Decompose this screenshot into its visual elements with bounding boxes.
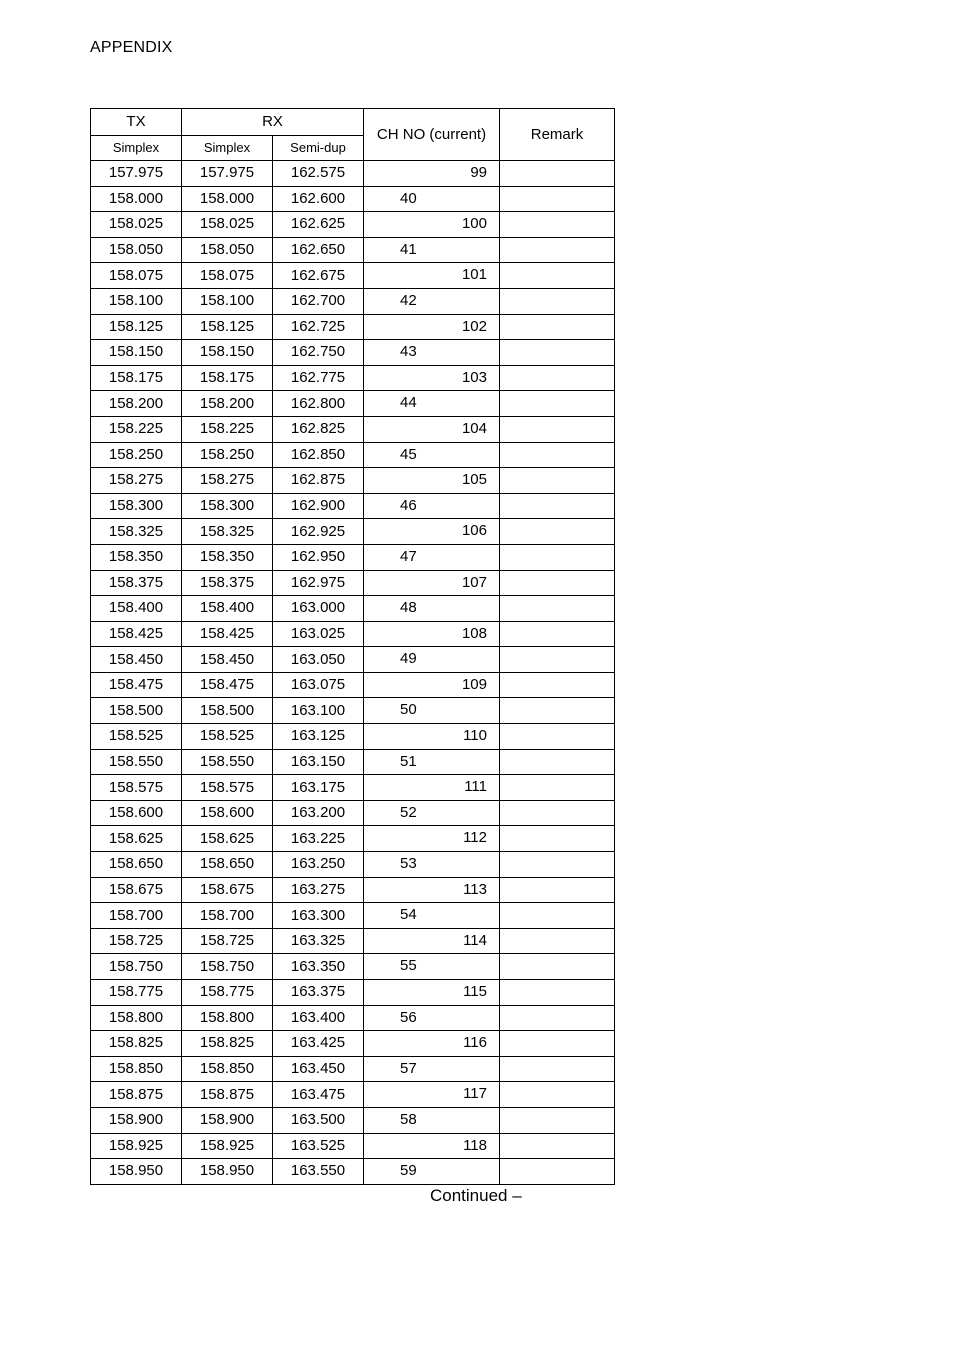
rx-semidup-cell: 162.700 xyxy=(273,288,364,314)
table-row xyxy=(91,161,615,187)
remark-cell xyxy=(500,314,615,340)
rx-semidup-cell: 163.000 xyxy=(273,596,364,622)
rx-semidup-cell: 162.675 xyxy=(273,263,364,289)
rx-simplex-cell: 158.900 xyxy=(182,1107,273,1133)
remark-cell xyxy=(500,724,615,750)
rx-semidup-cell: 163.525 xyxy=(273,1133,364,1159)
tx-simplex-cell: 158.275 xyxy=(91,468,182,494)
ch-no-value: 48 xyxy=(400,599,417,617)
remark-cell xyxy=(500,493,615,519)
remark-cell xyxy=(500,621,615,647)
ch-no-value: 118 xyxy=(463,1136,487,1154)
ch-no-cell xyxy=(364,212,500,238)
rx-semidup-cell: 163.475 xyxy=(273,1082,364,1108)
rx-semidup-cell: 163.250 xyxy=(273,852,364,878)
remark-cell xyxy=(500,954,615,980)
tx-simplex-cell: 158.125 xyxy=(91,314,182,340)
remark-cell xyxy=(500,237,615,263)
remark-cell xyxy=(500,749,615,775)
rx-simplex-cell: 158.850 xyxy=(182,1056,273,1082)
remark-cell xyxy=(500,928,615,954)
tx-simplex-cell: 158.325 xyxy=(91,519,182,545)
tx-simplex-cell: 158.400 xyxy=(91,596,182,622)
rx-semidup-cell: 163.025 xyxy=(273,621,364,647)
table-row xyxy=(91,340,615,366)
ch-no-cell xyxy=(364,416,500,442)
remark-cell xyxy=(500,1159,615,1185)
ch-no-value: 54 xyxy=(400,906,417,924)
tx-simplex-cell: 158.375 xyxy=(91,570,182,596)
remark-cell xyxy=(500,800,615,826)
ch-no-value: 100 xyxy=(461,215,487,233)
rx-semidup-cell: 162.825 xyxy=(273,416,364,442)
tx-simplex-cell: 158.075 xyxy=(91,263,182,289)
rx-semidup-cell: 163.350 xyxy=(273,954,364,980)
rx-simplex-cell: 158.450 xyxy=(182,647,273,673)
table-row xyxy=(91,596,615,622)
ch-no-value: 51 xyxy=(400,752,417,770)
rx-simplex-cell: 158.250 xyxy=(182,442,273,468)
rx-simplex-cell: 158.025 xyxy=(182,212,273,238)
rx-semidup-cell: 163.450 xyxy=(273,1056,364,1082)
ch-no-cell xyxy=(364,596,500,622)
remark-cell xyxy=(500,340,615,366)
rx-simplex-cell: 158.325 xyxy=(182,519,273,545)
rx-semidup-cell: 163.050 xyxy=(273,647,364,673)
rx-simplex-cell: 158.000 xyxy=(182,186,273,212)
rx-simplex-cell: 158.675 xyxy=(182,877,273,903)
rx-semidup-cell: 163.275 xyxy=(273,877,364,903)
rx-semidup-cell: 163.225 xyxy=(273,826,364,852)
ch-no-value: 110 xyxy=(463,727,487,745)
rx-simplex-cell: 158.475 xyxy=(182,672,273,698)
rx-simplex-cell: 158.825 xyxy=(182,1031,273,1057)
rx-semidup-header: Semi-dup xyxy=(273,136,364,161)
remark-cell xyxy=(500,596,615,622)
ch-no-value: 116 xyxy=(463,1034,487,1052)
remark-cell xyxy=(500,775,615,801)
rx-semidup-cell: 162.750 xyxy=(273,340,364,366)
rx-simplex-cell: 158.050 xyxy=(182,237,273,263)
tx-simplex-cell: 158.800 xyxy=(91,1005,182,1031)
rx-semidup-cell: 162.625 xyxy=(273,212,364,238)
table-row xyxy=(91,391,615,417)
remark-cell xyxy=(500,519,615,545)
ch-no-cell xyxy=(364,1056,500,1082)
ch-no-cell xyxy=(364,928,500,954)
rx-simplex-cell: 158.225 xyxy=(182,416,273,442)
ch-no-cell xyxy=(364,749,500,775)
table-row xyxy=(91,1056,615,1082)
table-row xyxy=(91,519,615,545)
rx-semidup-cell: 162.725 xyxy=(273,314,364,340)
rx-header: RX xyxy=(182,109,364,136)
rx-semidup-cell: 162.575 xyxy=(273,161,364,187)
ch-no-value: 40 xyxy=(400,189,417,207)
rx-simplex-cell: 158.075 xyxy=(182,263,273,289)
tx-simplex-cell: 158.550 xyxy=(91,749,182,775)
rx-semidup-cell: 163.175 xyxy=(273,775,364,801)
table-row xyxy=(91,749,615,775)
tx-simplex-cell: 158.675 xyxy=(91,877,182,903)
ch-no-cell xyxy=(364,365,500,391)
rx-semidup-cell: 163.100 xyxy=(273,698,364,724)
rx-semidup-cell: 163.425 xyxy=(273,1031,364,1057)
rx-semidup-cell: 162.600 xyxy=(273,186,364,212)
tx-simplex-cell: 158.925 xyxy=(91,1133,182,1159)
rx-simplex-cell: 158.550 xyxy=(182,749,273,775)
ch-no-value: 53 xyxy=(400,855,417,873)
table-row xyxy=(91,1159,615,1185)
tx-simplex-cell: 158.725 xyxy=(91,928,182,954)
ch-no-cell xyxy=(364,544,500,570)
ch-no-header: CH NO (current) xyxy=(364,109,500,161)
rx-simplex-cell: 158.600 xyxy=(182,800,273,826)
rx-semidup-cell: 162.800 xyxy=(273,391,364,417)
table-row xyxy=(91,877,615,903)
ch-no-value: 99 xyxy=(470,164,487,181)
tx-simplex-cell: 158.500 xyxy=(91,698,182,724)
rx-semidup-cell: 162.950 xyxy=(273,544,364,570)
ch-no-cell xyxy=(364,800,500,826)
remark-cell xyxy=(500,365,615,391)
remark-cell xyxy=(500,186,615,212)
rx-semidup-cell: 162.925 xyxy=(273,519,364,545)
table-row xyxy=(91,570,615,596)
rx-simplex-cell: 158.300 xyxy=(182,493,273,519)
ch-no-cell xyxy=(364,442,500,468)
rx-semidup-cell: 162.875 xyxy=(273,468,364,494)
ch-no-value: 117 xyxy=(463,1085,487,1103)
rx-semidup-cell: 163.400 xyxy=(273,1005,364,1031)
ch-no-value: 109 xyxy=(461,675,487,693)
ch-no-cell xyxy=(364,954,500,980)
rx-simplex-cell: 158.950 xyxy=(182,1159,273,1185)
rx-simplex-cell: 158.575 xyxy=(182,775,273,801)
ch-no-cell xyxy=(364,1082,500,1108)
frequency-table xyxy=(90,108,615,1185)
remark-header: Remark xyxy=(500,109,615,161)
rx-semidup-cell: 163.375 xyxy=(273,980,364,1006)
rx-semidup-cell: 163.150 xyxy=(273,749,364,775)
ch-no-cell xyxy=(364,288,500,314)
ch-no-value: 42 xyxy=(400,291,417,309)
tx-header: TX xyxy=(91,109,182,136)
ch-no-value: 108 xyxy=(461,624,487,642)
rx-semidup-cell: 163.200 xyxy=(273,800,364,826)
ch-no-cell xyxy=(364,468,500,494)
ch-no-cell xyxy=(364,570,500,596)
rx-simplex-cell: 157.975 xyxy=(182,161,273,187)
remark-cell xyxy=(500,442,615,468)
table-row xyxy=(91,1107,615,1133)
tx-simplex-cell: 158.425 xyxy=(91,621,182,647)
remark-cell xyxy=(500,647,615,673)
rx-simplex-cell: 158.200 xyxy=(182,391,273,417)
ch-no-value: 103 xyxy=(461,368,487,386)
remark-cell xyxy=(500,544,615,570)
table-row xyxy=(91,647,615,673)
ch-no-value: 115 xyxy=(463,983,487,1000)
table-row xyxy=(91,621,615,647)
tx-simplex-cell: 158.700 xyxy=(91,903,182,929)
remark-cell xyxy=(500,1082,615,1108)
tx-simplex-cell: 158.000 xyxy=(91,186,182,212)
table-row xyxy=(91,698,615,724)
table-row xyxy=(91,800,615,826)
remark-cell xyxy=(500,468,615,494)
ch-no-cell xyxy=(364,903,500,929)
ch-no-cell xyxy=(364,519,500,545)
ch-no-cell xyxy=(364,314,500,340)
ch-no-value: 46 xyxy=(400,496,417,514)
ch-no-value: 44 xyxy=(400,394,417,412)
ch-no-cell xyxy=(364,237,500,263)
ch-no-cell xyxy=(364,698,500,724)
table-row xyxy=(91,493,615,519)
table-row xyxy=(91,186,615,212)
rx-semidup-cell: 163.550 xyxy=(273,1159,364,1185)
remark-cell xyxy=(500,1031,615,1057)
rx-semidup-cell: 162.650 xyxy=(273,237,364,263)
remark-cell xyxy=(500,852,615,878)
tx-simplex-cell: 158.775 xyxy=(91,980,182,1006)
table-row xyxy=(91,442,615,468)
remark-cell xyxy=(500,980,615,1006)
remark-cell xyxy=(500,288,615,314)
rx-simplex-cell: 158.275 xyxy=(182,468,273,494)
tx-simplex-cell: 158.850 xyxy=(91,1056,182,1082)
ch-no-value: 59 xyxy=(400,1162,417,1180)
ch-no-value: 101 xyxy=(461,266,487,284)
tx-simplex-cell: 158.175 xyxy=(91,365,182,391)
table-row xyxy=(91,468,615,494)
table-row xyxy=(91,1082,615,1108)
ch-no-value: 111 xyxy=(464,778,487,796)
rx-simplex-cell: 158.350 xyxy=(182,544,273,570)
table-row xyxy=(91,928,615,954)
ch-no-value: 105 xyxy=(461,471,487,489)
table-row xyxy=(91,826,615,852)
table-row xyxy=(91,416,615,442)
rx-simplex-cell: 158.400 xyxy=(182,596,273,622)
ch-no-value: 50 xyxy=(400,701,417,719)
rx-semidup-cell: 162.775 xyxy=(273,365,364,391)
rx-semidup-cell: 163.325 xyxy=(273,928,364,954)
tx-simplex-cell: 158.200 xyxy=(91,391,182,417)
rx-semidup-cell: 162.850 xyxy=(273,442,364,468)
rx-simplex-cell: 158.425 xyxy=(182,621,273,647)
rx-simplex-cell: 158.625 xyxy=(182,826,273,852)
remark-cell xyxy=(500,698,615,724)
rx-simplex-cell: 158.875 xyxy=(182,1082,273,1108)
table-row xyxy=(91,852,615,878)
tx-simplex-cell: 158.150 xyxy=(91,340,182,366)
remark-cell xyxy=(500,1133,615,1159)
rx-semidup-cell: 162.900 xyxy=(273,493,364,519)
ch-no-cell xyxy=(364,1005,500,1031)
table-row xyxy=(91,1133,615,1159)
table-row xyxy=(91,672,615,698)
rx-simplex-header: Simplex xyxy=(182,136,273,161)
ch-no-value: 57 xyxy=(400,1059,417,1077)
remark-cell xyxy=(500,263,615,289)
ch-no-cell xyxy=(364,391,500,417)
tx-simplex-cell: 158.025 xyxy=(91,212,182,238)
ch-no-cell xyxy=(364,1159,500,1185)
table-row xyxy=(91,954,615,980)
table-row xyxy=(91,237,615,263)
table-row xyxy=(91,314,615,340)
remark-cell xyxy=(500,1056,615,1082)
table-row xyxy=(91,263,615,289)
rx-simplex-cell: 158.100 xyxy=(182,288,273,314)
ch-no-cell xyxy=(364,852,500,878)
tx-simplex-cell: 158.600 xyxy=(91,800,182,826)
rx-simplex-cell: 158.500 xyxy=(182,698,273,724)
rx-simplex-cell: 158.375 xyxy=(182,570,273,596)
tx-simplex-cell: 158.625 xyxy=(91,826,182,852)
tx-simplex-header: Simplex xyxy=(91,136,182,161)
tx-simplex-cell: 158.900 xyxy=(91,1107,182,1133)
rx-simplex-cell: 158.175 xyxy=(182,365,273,391)
ch-no-value: 49 xyxy=(400,650,417,668)
rx-simplex-cell: 158.150 xyxy=(182,340,273,366)
remark-cell xyxy=(500,877,615,903)
rx-semidup-cell: 163.075 xyxy=(273,672,364,698)
tx-simplex-cell: 158.350 xyxy=(91,544,182,570)
rx-simplex-cell: 158.700 xyxy=(182,903,273,929)
tx-simplex-cell: 158.100 xyxy=(91,288,182,314)
ch-no-value: 112 xyxy=(463,829,487,847)
remark-cell xyxy=(500,391,615,417)
remark-cell xyxy=(500,826,615,852)
ch-no-cell xyxy=(364,1133,500,1159)
table-row xyxy=(91,903,615,929)
rx-simplex-cell: 158.125 xyxy=(182,314,273,340)
tx-simplex-cell: 158.750 xyxy=(91,954,182,980)
ch-no-cell xyxy=(364,263,500,289)
ch-no-value: 45 xyxy=(400,445,417,463)
remark-cell xyxy=(500,212,615,238)
tx-simplex-cell: 158.450 xyxy=(91,647,182,673)
tx-simplex-cell: 158.300 xyxy=(91,493,182,519)
tx-simplex-cell: 157.975 xyxy=(91,161,182,187)
ch-no-cell xyxy=(364,980,500,1006)
tx-simplex-cell: 158.650 xyxy=(91,852,182,878)
rx-simplex-cell: 158.725 xyxy=(182,928,273,954)
remark-cell xyxy=(500,416,615,442)
rx-simplex-cell: 158.925 xyxy=(182,1133,273,1159)
ch-no-cell xyxy=(364,775,500,801)
ch-no-value: 104 xyxy=(461,419,487,437)
tx-simplex-cell: 158.475 xyxy=(91,672,182,698)
tx-simplex-cell: 158.050 xyxy=(91,237,182,263)
table-row xyxy=(91,1031,615,1057)
table-row xyxy=(91,544,615,570)
rx-simplex-cell: 158.775 xyxy=(182,980,273,1006)
ch-no-value: 52 xyxy=(400,803,417,821)
remark-cell xyxy=(500,1005,615,1031)
remark-cell xyxy=(500,903,615,929)
ch-no-cell xyxy=(364,493,500,519)
ch-no-cell xyxy=(364,672,500,698)
remark-cell xyxy=(500,1107,615,1133)
ch-no-value: 55 xyxy=(400,957,417,975)
ch-no-cell xyxy=(364,186,500,212)
rx-simplex-cell: 158.750 xyxy=(182,954,273,980)
ch-no-value: 41 xyxy=(400,240,417,258)
tx-simplex-cell: 158.225 xyxy=(91,416,182,442)
tx-simplex-cell: 158.250 xyxy=(91,442,182,468)
rx-simplex-cell: 158.800 xyxy=(182,1005,273,1031)
tx-simplex-cell: 158.575 xyxy=(91,775,182,801)
table-row xyxy=(91,775,615,801)
ch-no-value: 47 xyxy=(400,547,417,565)
ch-no-value: 113 xyxy=(463,880,487,898)
table-row xyxy=(91,980,615,1006)
ch-no-value: 107 xyxy=(461,573,487,591)
rx-semidup-cell: 163.500 xyxy=(273,1107,364,1133)
continued-note: Continued – xyxy=(430,1186,522,1205)
ch-no-value: 102 xyxy=(461,317,487,335)
table-row xyxy=(91,288,615,314)
rx-simplex-cell: 158.650 xyxy=(182,852,273,878)
table-row xyxy=(91,1005,615,1031)
page-header: APPENDIX xyxy=(90,39,173,56)
ch-no-cell xyxy=(364,1031,500,1057)
ch-no-cell xyxy=(364,877,500,903)
ch-no-value: 43 xyxy=(400,343,417,361)
tx-simplex-cell: 158.875 xyxy=(91,1082,182,1108)
rx-simplex-cell: 158.525 xyxy=(182,724,273,750)
tx-simplex-cell: 158.950 xyxy=(91,1159,182,1185)
remark-cell xyxy=(500,161,615,187)
remark-cell xyxy=(500,672,615,698)
ch-no-value: 56 xyxy=(400,1008,417,1026)
tx-simplex-cell: 158.825 xyxy=(91,1031,182,1057)
table-row xyxy=(91,365,615,391)
ch-no-cell xyxy=(364,724,500,750)
table-row xyxy=(91,212,615,238)
ch-no-cell xyxy=(364,621,500,647)
rx-semidup-cell: 163.300 xyxy=(273,903,364,929)
remark-cell xyxy=(500,570,615,596)
ch-no-cell xyxy=(364,826,500,852)
ch-no-cell xyxy=(364,340,500,366)
ch-no-cell xyxy=(364,1107,500,1133)
table-row xyxy=(91,724,615,750)
rx-semidup-cell: 163.125 xyxy=(273,724,364,750)
ch-no-cell xyxy=(364,161,500,187)
ch-no-value: 58 xyxy=(400,1110,417,1128)
rx-semidup-cell: 162.975 xyxy=(273,570,364,596)
ch-no-value: 106 xyxy=(461,522,487,540)
tx-simplex-cell: 158.525 xyxy=(91,724,182,750)
ch-no-value: 114 xyxy=(463,931,487,949)
ch-no-cell xyxy=(364,647,500,673)
